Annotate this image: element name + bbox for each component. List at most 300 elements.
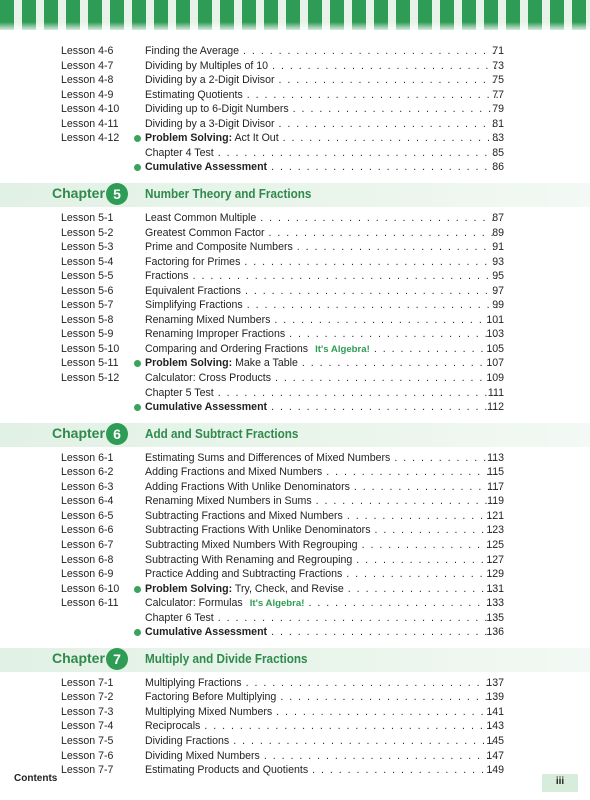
- chapter-number-badge: 5: [106, 183, 128, 205]
- dot-leader: [276, 705, 498, 720]
- lesson-title-wrap: [145, 734, 498, 749]
- page-number-ref: 136: [486, 626, 504, 638]
- page-number-ref: 101: [486, 314, 504, 326]
- page-number-ref: 103: [486, 328, 504, 340]
- dot-leader: [356, 553, 498, 568]
- dot-leader: [348, 582, 498, 597]
- dot-leader: [193, 269, 498, 284]
- lesson-number: Lesson 6-11: [61, 597, 119, 609]
- chapter-number-badge: 6: [106, 423, 128, 445]
- lesson-title-text: Chapter 5 Test: [145, 387, 214, 399]
- lesson-title-wrap: [145, 117, 498, 132]
- page-number-ref: 112: [487, 401, 504, 413]
- dot-leader: [245, 284, 498, 299]
- page-number-ref: 87: [492, 212, 504, 224]
- lesson-number: Lesson 4-10: [61, 103, 120, 115]
- lesson-title: [145, 553, 352, 568]
- lesson-title: [145, 342, 308, 357]
- lesson-title-wrap: [145, 313, 498, 328]
- lesson-title-wrap: [145, 705, 498, 720]
- lesson-number: Lesson 5-2: [61, 227, 114, 239]
- dot-leader: [279, 73, 498, 88]
- lesson-number: Lesson 4-6: [61, 45, 114, 57]
- dot-leader: [247, 298, 498, 313]
- dot-leader: [280, 690, 498, 705]
- dot-leader: [326, 465, 498, 480]
- lesson-title: [145, 88, 243, 103]
- lesson-title: [145, 269, 189, 284]
- lesson-number: Lesson 7-1: [61, 677, 114, 689]
- toc-row: [0, 734, 590, 749]
- toc-row: [0, 255, 590, 270]
- lesson-number: Lesson 6-6: [61, 524, 114, 536]
- algebra-tag: It's Algebra!: [315, 344, 370, 355]
- dot-leader: [362, 538, 498, 553]
- dot-leader: [375, 523, 499, 538]
- page-number-ref: 143: [486, 720, 504, 732]
- lesson-title-wrap: [145, 567, 498, 582]
- page-number-ref: 149: [486, 764, 504, 776]
- dot-leader: [244, 255, 498, 270]
- dot-leader: [264, 749, 498, 764]
- chapter-header: [0, 648, 590, 672]
- dot-leader: [289, 327, 498, 342]
- dot-leader: [243, 44, 498, 59]
- lesson-title: [145, 356, 298, 371]
- lesson-title-text: Adding Fractions With Unlike Denominators: [145, 481, 350, 493]
- footer-label: Contents: [14, 773, 58, 784]
- lesson-title: [145, 465, 322, 480]
- lesson-title-text: Comparing and Ordering Fractions: [145, 343, 309, 355]
- chapter-header: [0, 423, 590, 447]
- lesson-title-wrap: [145, 226, 498, 241]
- lesson-title: [145, 102, 289, 117]
- toc-row: [0, 582, 590, 597]
- dot-leader: [297, 240, 498, 255]
- toc-row: [0, 313, 590, 328]
- page-number-ref: 141: [486, 706, 504, 718]
- toc-row: [0, 59, 590, 74]
- lesson-number: Lesson 6-9: [61, 568, 114, 580]
- lesson-title: [145, 386, 214, 401]
- lesson-title-wrap: [145, 255, 498, 270]
- lesson-title-bold: Cumulative Assessment: [145, 161, 268, 173]
- lesson-title-wrap: [145, 240, 498, 255]
- page-number-ref: 145: [486, 735, 504, 747]
- toc-row: [0, 705, 590, 720]
- page-number-ref: 83: [492, 132, 504, 144]
- toc-row: [0, 676, 590, 691]
- page-number-ref: 81: [492, 118, 504, 130]
- toc-row: [0, 73, 590, 88]
- lesson-number: Lesson 5-6: [61, 285, 114, 297]
- page-number-ref: 115: [487, 466, 504, 478]
- lesson-title-wrap: [145, 494, 498, 509]
- lesson-title-text: Dividing by Multiples of 10: [145, 60, 269, 72]
- lesson-number: Lesson 6-4: [61, 495, 114, 507]
- lesson-title: [145, 240, 293, 255]
- page-number-ref: 99: [492, 299, 504, 311]
- lesson-title-text: Make a Table: [232, 357, 298, 369]
- lesson-number: Lesson 5-8: [61, 314, 114, 326]
- lesson-title: [145, 538, 358, 553]
- toc-row: [0, 625, 590, 640]
- lesson-title-text: Reciprocals: [145, 720, 201, 732]
- lesson-title-wrap: [145, 523, 498, 538]
- page-number-ref: 147: [486, 750, 504, 762]
- lesson-title: [145, 298, 243, 313]
- toc-row: [0, 611, 590, 626]
- lesson-title-text: Subtracting Mixed Numbers With Regrouping: [145, 539, 358, 551]
- page-number-ref: 89: [492, 227, 504, 239]
- toc-row: [0, 102, 590, 117]
- toc-row: [0, 451, 590, 466]
- lesson-title-text: Renaming Improper Fractions: [145, 328, 286, 340]
- lesson-number: Lesson 5-10: [61, 343, 120, 355]
- green-bullet-icon: [134, 135, 141, 142]
- lesson-title-text: Estimating Quotients: [145, 89, 243, 101]
- dot-leader: [271, 400, 498, 415]
- toc-row: [0, 327, 590, 342]
- dot-leader: [374, 342, 498, 357]
- dot-leader: [275, 371, 498, 386]
- dot-leader: [218, 146, 498, 161]
- page-number-ref: 85: [492, 147, 504, 159]
- lesson-title: [145, 400, 267, 415]
- lesson-number: Lesson 6-8: [61, 554, 114, 566]
- lesson-title-text: Least Common Multiple: [145, 212, 257, 224]
- chapter-header: [0, 183, 590, 207]
- lesson-title-wrap: [145, 582, 498, 597]
- chapter-number-badge: 7: [106, 648, 128, 670]
- dot-leader: [283, 131, 498, 146]
- lesson-title: [145, 451, 390, 466]
- lesson-title-wrap: [145, 131, 498, 146]
- lesson-title: [145, 763, 308, 778]
- page-number-ref: 75: [492, 74, 504, 86]
- lesson-title-wrap: [145, 690, 498, 705]
- lesson-title-wrap: [145, 88, 498, 103]
- lesson-title-text: Try, Check, and Revise: [232, 583, 344, 595]
- lesson-title: [145, 690, 276, 705]
- lesson-number: Lesson 5-11: [61, 357, 119, 369]
- dot-leader: [233, 734, 498, 749]
- lesson-title-wrap: [145, 44, 498, 59]
- lesson-number: Lesson 6-7: [61, 539, 114, 551]
- lesson-title-bold: Problem Solving:: [145, 132, 233, 144]
- lesson-title-text: Act It Out: [232, 132, 279, 144]
- lesson-title-text: Fractions: [145, 270, 189, 282]
- page-number-ref: 86: [492, 161, 504, 173]
- lesson-title: [145, 313, 270, 328]
- lesson-title-text: Prime and Composite Numbers: [145, 241, 293, 253]
- dot-leader: [316, 494, 498, 509]
- toc-row: [0, 749, 590, 764]
- lesson-title: [145, 705, 272, 720]
- lesson-title-text: Renaming Mixed Numbers in Sums: [145, 495, 312, 507]
- lesson-number: Lesson 7-4: [61, 720, 114, 732]
- lesson-title: [145, 611, 214, 626]
- toc-row: [0, 298, 590, 313]
- page-number-ref: 123: [486, 524, 504, 536]
- dot-leader: [346, 567, 498, 582]
- lesson-number: Lesson 6-1: [61, 452, 114, 464]
- lesson-title-text: Multiplying Mixed Numbers: [145, 706, 273, 718]
- lesson-title-text: Subtracting Fractions With Unlike Denominators: [145, 524, 371, 536]
- lesson-title-wrap: [145, 763, 498, 778]
- lesson-title-text: Dividing Fractions: [145, 735, 230, 747]
- page-number-ref: 119: [487, 495, 504, 507]
- lesson-number: Lesson 4-8: [61, 74, 114, 86]
- lesson-title-text: Simplifying Fractions: [145, 299, 243, 311]
- lesson-title: [145, 509, 343, 524]
- page-number-ref: 95: [492, 270, 504, 282]
- toc-row: [0, 523, 590, 538]
- lesson-title: [145, 596, 243, 611]
- lesson-title-wrap: [145, 538, 498, 553]
- lesson-title-wrap: [145, 342, 498, 357]
- page-number-ref: 73: [492, 60, 504, 72]
- lesson-title-text: Subtracting With Renaming and Regrouping: [145, 554, 353, 566]
- lesson-title-wrap: [145, 451, 498, 466]
- lesson-title-wrap: [145, 400, 498, 415]
- page-number-ref: 111: [487, 387, 504, 399]
- top-stripe-fade: [0, 22, 590, 30]
- toc-row: [0, 538, 590, 553]
- lesson-number: Lesson 4-11: [61, 118, 119, 130]
- chapter-label: Chapter: [52, 424, 105, 441]
- chapter-label: Chapter: [52, 184, 105, 201]
- lesson-title-wrap: [145, 553, 498, 568]
- lesson-number: Lesson 5-4: [61, 256, 114, 268]
- toc-row: [0, 160, 590, 175]
- chapter-title: Number Theory and Fractions: [145, 185, 312, 201]
- lesson-title-text: Chapter 4 Test: [145, 147, 214, 159]
- page-number-ref: 77: [492, 89, 504, 101]
- lesson-title-text: Dividing up to 6-Digit Numbers: [145, 103, 289, 115]
- lesson-title-text: Finding the Average: [145, 45, 240, 57]
- toc-row: [0, 386, 590, 401]
- lesson-number: Lesson 5-9: [61, 328, 114, 340]
- lesson-title: [145, 719, 200, 734]
- lesson-number: Lesson 5-7: [61, 299, 114, 311]
- lesson-title-text: Factoring Before Multiplying: [145, 691, 277, 703]
- toc-row: [0, 131, 590, 146]
- toc-row: [0, 356, 590, 371]
- lesson-title-bold: Cumulative Assessment: [145, 401, 268, 413]
- lesson-title: [145, 582, 344, 597]
- lesson-title-wrap: [145, 269, 498, 284]
- lesson-title-wrap: [145, 160, 498, 175]
- lesson-number: Lesson 7-3: [61, 706, 114, 718]
- toc-row: [0, 763, 590, 778]
- lesson-title: [145, 160, 267, 175]
- dot-leader: [347, 509, 498, 524]
- lesson-number: Lesson 6-3: [61, 481, 114, 493]
- page-number-ref: 133: [486, 597, 504, 609]
- lesson-title: [145, 146, 214, 161]
- dot-leader: [272, 59, 498, 74]
- lesson-title-text: Greatest Common Factor: [145, 227, 265, 239]
- lesson-number: Lesson 7-5: [61, 735, 114, 747]
- algebra-tag: It's Algebra!: [249, 598, 305, 609]
- lesson-title: [145, 371, 271, 386]
- lesson-title-text: Calculator: Cross Products: [145, 372, 271, 384]
- lesson-title: [145, 734, 229, 749]
- toc-row: [0, 284, 590, 299]
- toc-row: [0, 371, 590, 386]
- dot-leader: [204, 719, 498, 734]
- dot-leader: [394, 451, 498, 466]
- lesson-title-text: Estimating Sums and Differences of Mixed Numbers: [145, 452, 391, 464]
- page-number-ref: 93: [492, 256, 504, 268]
- toc-row: [0, 719, 590, 734]
- dot-leader: [271, 625, 498, 640]
- lesson-title: [145, 73, 275, 88]
- page-number: iii: [555, 776, 565, 787]
- dot-leader: [269, 226, 498, 241]
- lesson-title-wrap: [145, 102, 498, 117]
- lesson-title: [145, 567, 342, 582]
- page-number-ref: 105: [486, 343, 504, 355]
- toc-row: [0, 596, 590, 611]
- lesson-number: Lesson 6-5: [61, 510, 114, 522]
- toc-row: [0, 88, 590, 103]
- lesson-title: [145, 494, 312, 509]
- page-number-ref: 121: [486, 510, 504, 522]
- lesson-title-wrap: [145, 749, 498, 764]
- lesson-number: Lesson 4-9: [61, 89, 114, 101]
- dot-leader: [247, 88, 498, 103]
- lesson-title-wrap: [145, 465, 498, 480]
- lesson-title-wrap: [145, 284, 498, 299]
- lesson-title-wrap: [145, 611, 498, 626]
- toc-row: [0, 146, 590, 161]
- lesson-title-wrap: [145, 480, 498, 495]
- page-number-ref: 139: [486, 691, 504, 703]
- lesson-title: [145, 749, 260, 764]
- chapter-label: Chapter: [52, 649, 105, 666]
- lesson-title: [145, 284, 241, 299]
- lesson-title: [145, 211, 256, 226]
- page-number-ref: 137: [486, 677, 504, 689]
- lesson-title-text: Renaming Mixed Numbers: [145, 314, 271, 326]
- lesson-title-bold: Cumulative Assessment: [145, 626, 268, 638]
- page-number-ref: 117: [487, 481, 504, 493]
- lesson-number: Lesson 5-3: [61, 241, 114, 253]
- page-number-ref: 129: [486, 568, 504, 580]
- page-number-ref: 131: [486, 583, 504, 595]
- lesson-title: [145, 255, 240, 270]
- lesson-title: [145, 327, 285, 342]
- lesson-title-wrap: [145, 356, 498, 371]
- page-number-ref: 109: [486, 372, 504, 384]
- lesson-title-text: Equivalent Fractions: [145, 285, 241, 297]
- green-bullet-icon: [134, 360, 141, 367]
- lesson-number: Lesson 7-2: [61, 691, 114, 703]
- lesson-number: Lesson 5-5: [61, 270, 114, 282]
- toc-row: [0, 342, 590, 357]
- page-number-ref: 79: [492, 103, 504, 115]
- page-number-ref: 71: [492, 45, 504, 57]
- page-number-ref: 125: [486, 539, 504, 551]
- page-number-ref: 127: [486, 554, 504, 566]
- toc-row: [0, 400, 590, 415]
- lesson-title-wrap: [145, 509, 498, 524]
- lesson-title: [145, 523, 371, 538]
- lesson-title-text: Multiplying Fractions: [145, 677, 242, 689]
- lesson-title-wrap: [145, 298, 498, 313]
- green-bullet-icon: [134, 629, 141, 636]
- lesson-title-wrap: [145, 386, 498, 401]
- toc-row: [0, 226, 590, 241]
- toc-row: [0, 211, 590, 226]
- lesson-title-text: Dividing by a 2-Digit Divisor: [145, 74, 275, 86]
- dot-leader: [312, 763, 498, 778]
- lesson-title-bold: Problem Solving:: [145, 583, 233, 595]
- lesson-title-text: Dividing Mixed Numbers: [145, 750, 260, 762]
- green-bullet-icon: [134, 586, 141, 593]
- toc-row: [0, 269, 590, 284]
- toc-row: [0, 117, 590, 132]
- toc-row: [0, 553, 590, 568]
- lesson-title-text: Adding Fractions and Mixed Numbers: [145, 466, 323, 478]
- toc-row: [0, 690, 590, 705]
- dot-leader: [302, 356, 498, 371]
- toc-row: [0, 44, 590, 59]
- page-number-ref: 91: [492, 241, 504, 253]
- dot-leader: [293, 102, 498, 117]
- toc-row: [0, 240, 590, 255]
- toc-row: [0, 480, 590, 495]
- chapter-title: Add and Subtract Fractions: [145, 425, 299, 441]
- lesson-title: [145, 480, 350, 495]
- dot-leader: [279, 117, 498, 132]
- page-number-ref: 135: [486, 612, 504, 624]
- lesson-title-wrap: [145, 371, 498, 386]
- lesson-number: Lesson 5-1: [61, 212, 114, 224]
- dot-leader: [271, 160, 498, 175]
- lesson-title-text: Practice Adding and Subtracting Fractions: [145, 568, 343, 580]
- toc-row: [0, 509, 590, 524]
- lesson-title: [145, 59, 268, 74]
- lesson-title-text: Factoring for Primes: [145, 256, 241, 268]
- lesson-title-wrap: [145, 146, 498, 161]
- dot-leader: [354, 480, 498, 495]
- lesson-title-wrap: [145, 625, 498, 640]
- page-number-ref: 107: [486, 357, 504, 369]
- lesson-title-wrap: [145, 73, 498, 88]
- dot-leader: [274, 313, 498, 328]
- lesson-title: [145, 131, 279, 146]
- lesson-number: Lesson 6-10: [61, 583, 120, 595]
- page-number-box: [542, 774, 578, 792]
- lesson-title-wrap: [145, 719, 498, 734]
- lesson-number: Lesson 4-7: [61, 60, 114, 72]
- page-number-ref: 113: [487, 452, 504, 464]
- lesson-title-text: Dividing by a 3-Digit Divisor: [145, 118, 275, 130]
- dot-leader: [260, 211, 498, 226]
- lesson-number: Lesson 6-2: [61, 466, 114, 478]
- lesson-number: Lesson 7-6: [61, 750, 114, 762]
- page-number-ref: 97: [492, 285, 504, 297]
- lesson-title-wrap: [145, 211, 498, 226]
- chapter-title: Multiply and Divide Fractions: [145, 650, 308, 666]
- lesson-title-text: Chapter 6 Test: [145, 612, 214, 624]
- dot-leader: [246, 676, 498, 691]
- dot-leader: [218, 611, 498, 626]
- lesson-number: Lesson 5-12: [61, 372, 120, 384]
